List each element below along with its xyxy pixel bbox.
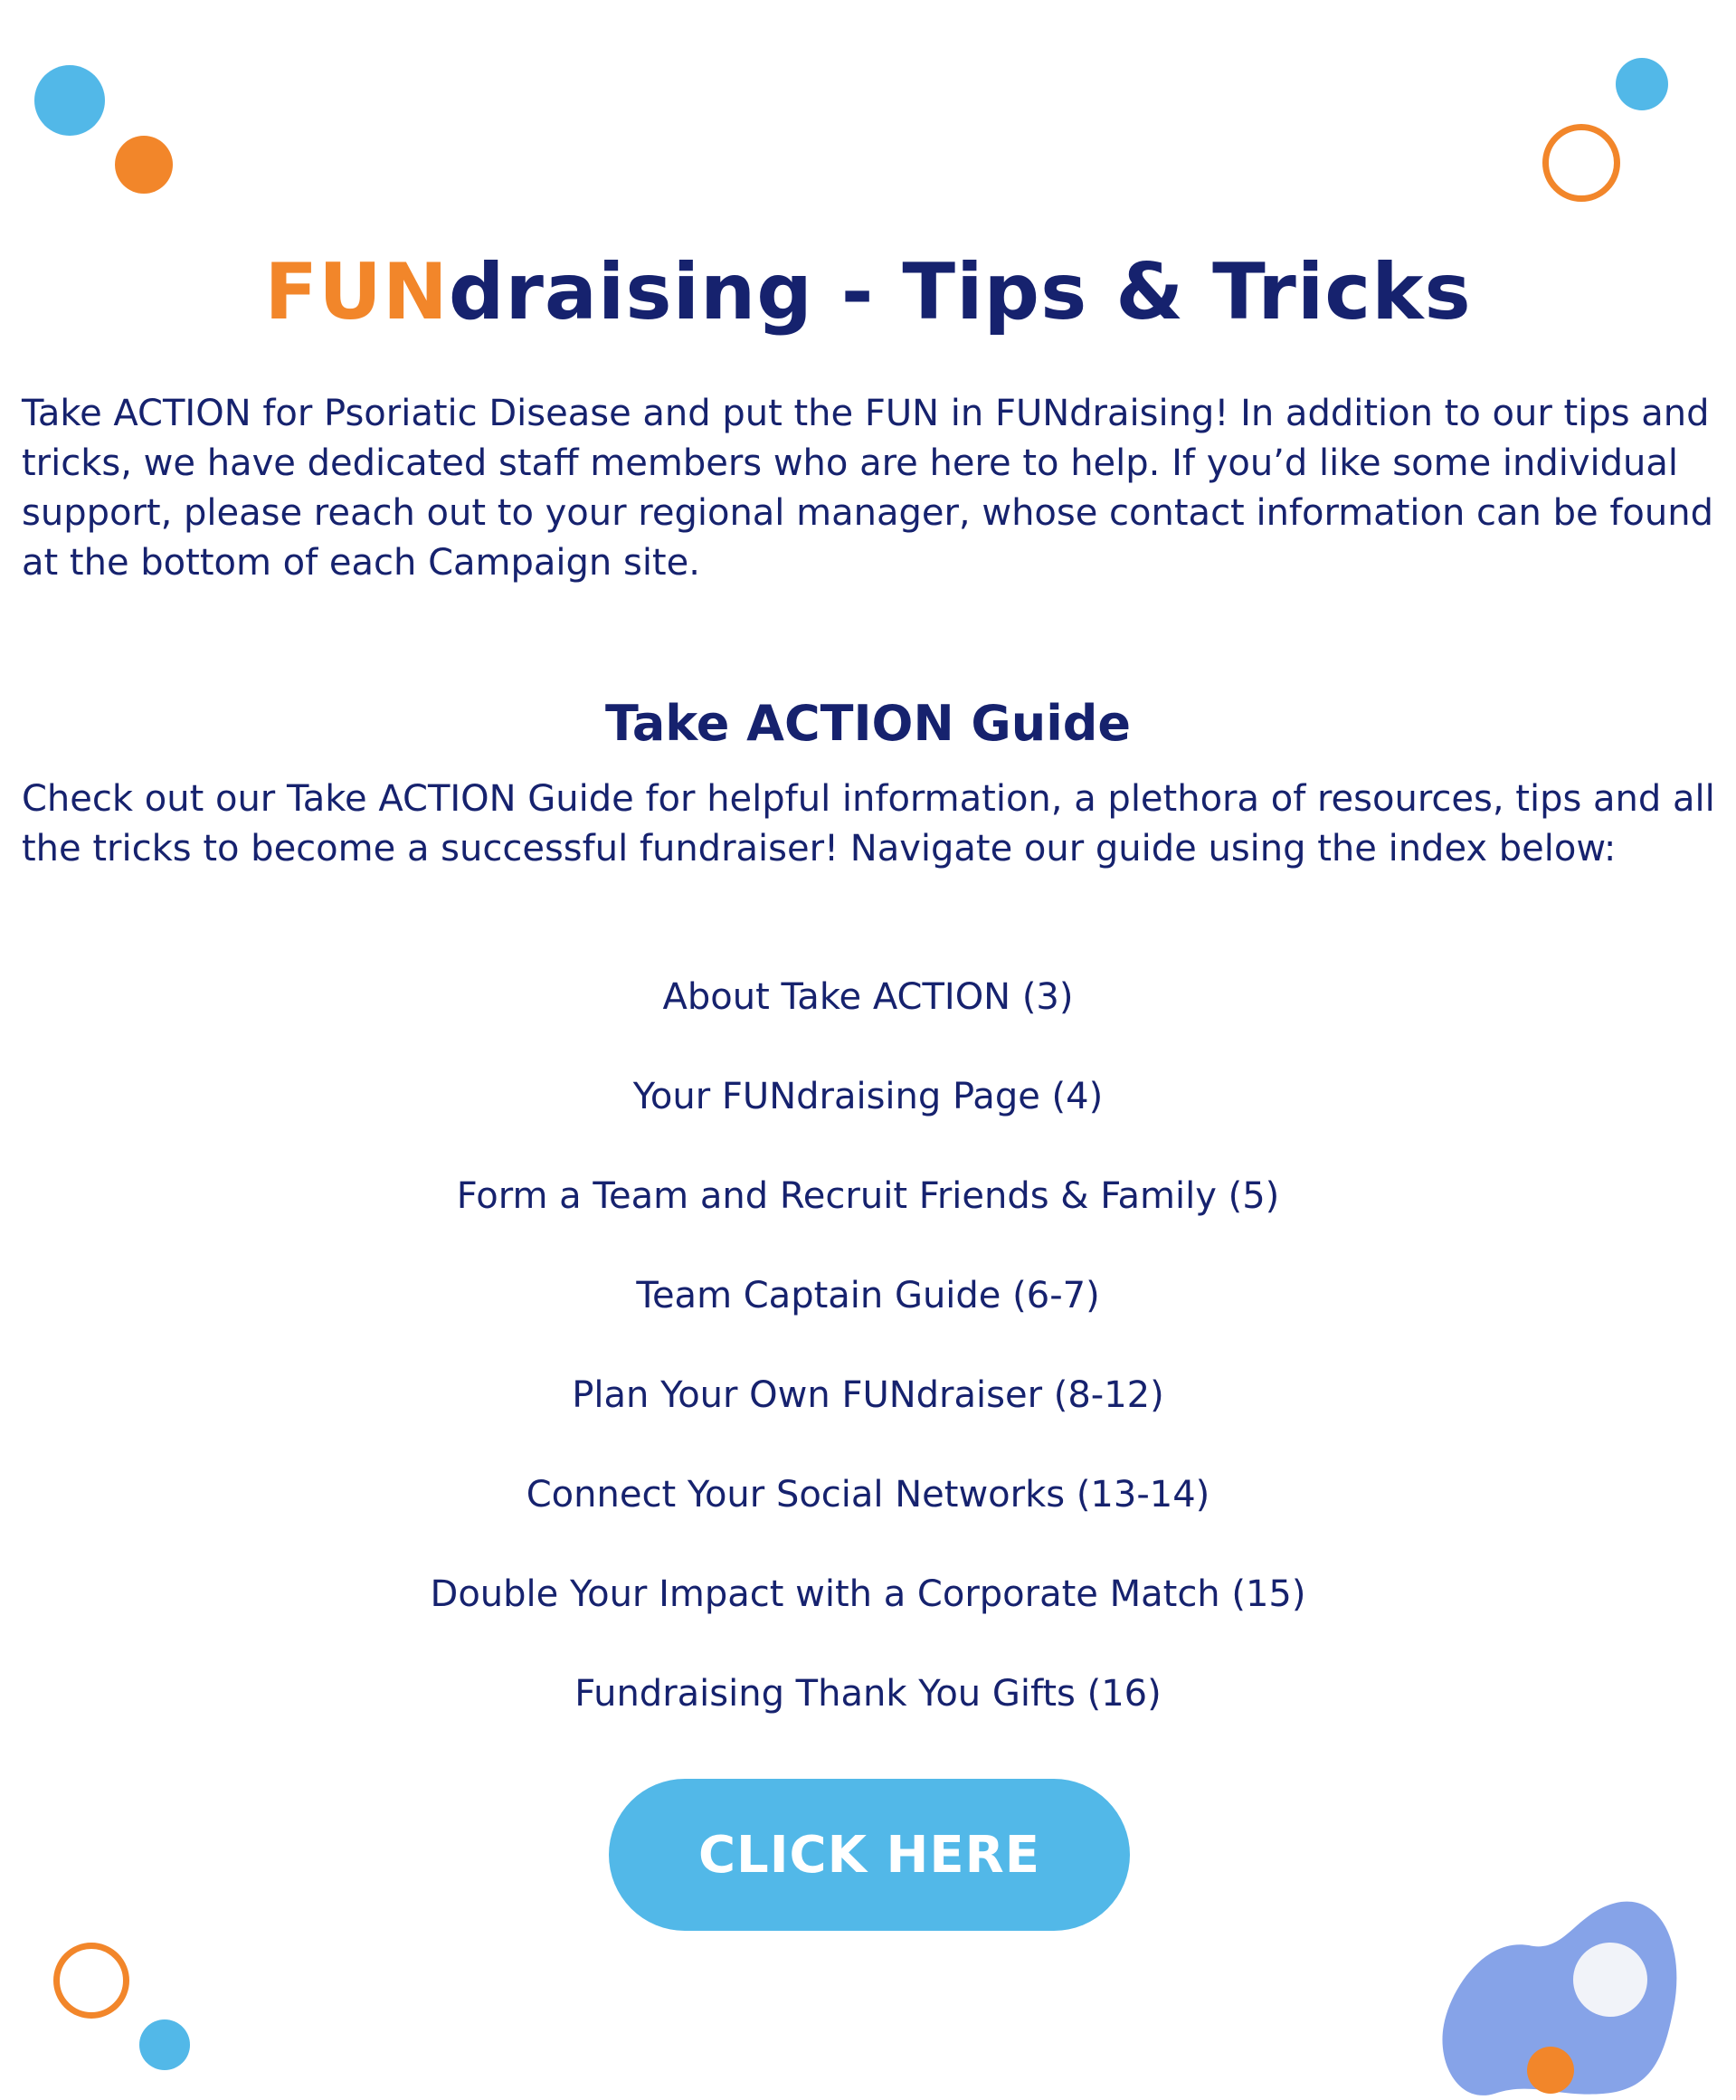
guide-index-list (0, 972, 1736, 1768)
page-title-accent: FUN (264, 247, 449, 337)
guide-index-item: Fundraising Thank You Gifts (16) (574, 1673, 1162, 1715)
decorative-dot-icon (139, 2019, 190, 2070)
guide-index-item: Form a Team and Recruit Friends & Family (5) (456, 1175, 1280, 1217)
decorative-dot-icon (34, 65, 105, 136)
guide-index-item: Plan Your Own FUNdraiser (8-12) (572, 1374, 1164, 1416)
intro-paragraph: Take ACTION for Psoriatic Disease and put the FUN in FUNdraising! In addition to our tips and tricks, we have dedicated staff members who are here to help. If you’d like some individual support, please reach out to your regional manager, whose contact information can be found at the bottom of each Campaign site. (22, 393, 1713, 584)
page-title (0, 242, 1736, 342)
click-here-button[interactable]: CLICK HERE (609, 1779, 1130, 1931)
decorative-blob-icon (1440, 1900, 1683, 2099)
decorative-ring-icon (53, 1943, 129, 2019)
guide-index-item: Team Captain Guide (6-7) (636, 1275, 1100, 1316)
decorative-dot-icon (1616, 58, 1668, 110)
guide-index-item: Double Your Impact with a Corporate Match (15) (430, 1573, 1306, 1615)
guide-heading: Take ACTION Guide (604, 695, 1131, 752)
page-title-rest: draising - Tips & Tricks (448, 247, 1472, 337)
guide-index-item: Connect Your Social Networks (13-14) (526, 1474, 1210, 1516)
decorative-dot-icon (115, 136, 173, 194)
guide-index-item: About Take ACTION (3) (662, 976, 1074, 1018)
guide-index-item: Your FUNdraising Page (4) (632, 1076, 1104, 1117)
decorative-ring-icon (1542, 124, 1620, 202)
guide-description: Check out our Take ACTION Guide for helpful information, a plethora of resources, tips and all the tricks to become a successful fundraiser! Navigate our guide using the index below: (22, 778, 1715, 869)
